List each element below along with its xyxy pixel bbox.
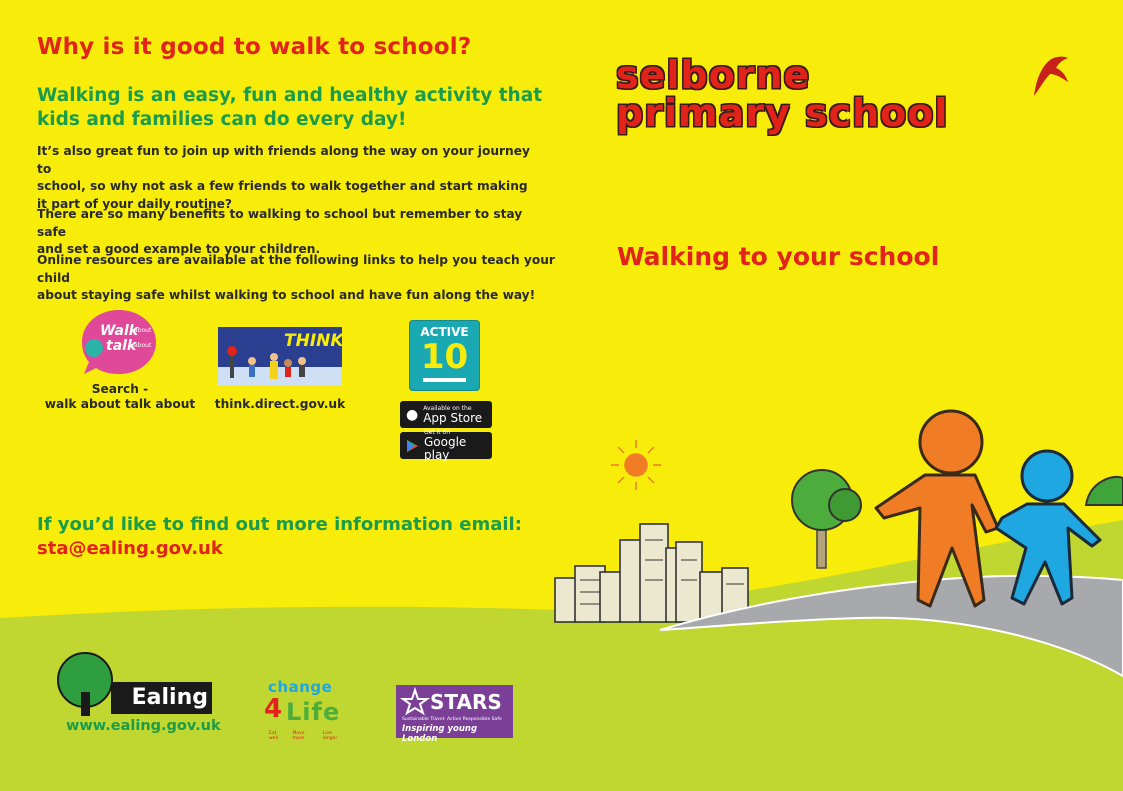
walk-about-caption	[40, 382, 200, 412]
paragraph-line: and set a good example to your children.	[37, 242, 321, 256]
change4life-tag: Live longer	[322, 731, 338, 741]
paragraph-resources	[37, 252, 557, 305]
paragraph-line: It’s also great fun to join up with friends along the way on your journey to	[37, 144, 530, 176]
paragraph-benefits	[37, 206, 537, 259]
app-store-small: Available on the	[423, 404, 472, 412]
think-logo-text: THINK!	[284, 331, 352, 351]
paragraph-line: school, so why not ask a few friends to walk together and start making	[37, 179, 528, 193]
contact-email-link[interactable]: sta@ealing.gov.uk	[37, 538, 223, 559]
google-play-badge[interactable]	[400, 429, 492, 462]
paragraph-line: There are so many benefits to walking to school but remember to stay safe	[37, 207, 523, 239]
star-icon	[402, 689, 428, 715]
school-name-line: primary school	[616, 91, 949, 135]
talk-logo-word: talk	[106, 338, 137, 354]
google-play-icon	[406, 439, 419, 453]
bush-icon	[1086, 477, 1123, 505]
active-logo-bar	[423, 378, 466, 382]
change4life-life: Life	[286, 698, 341, 726]
paragraph-line: Online resources are available at the following links to help you teach your child	[37, 253, 555, 285]
active-logo-number: 10	[420, 337, 469, 377]
contact-question: If you’d like to find out more information email:	[37, 514, 522, 535]
ealing-logo[interactable]	[55, 652, 221, 738]
think-logo[interactable]	[218, 327, 352, 385]
cover-subtitle: Walking to your school	[617, 242, 940, 271]
paragraph-friends	[37, 143, 537, 213]
walk-logo-word: Walk	[100, 323, 139, 339]
caption-line: walk about talk about	[44, 397, 196, 411]
active-10-logo[interactable]	[409, 320, 480, 391]
think-caption: think.direct.gov.uk	[214, 397, 346, 411]
school-name	[616, 53, 949, 135]
app-store-text	[423, 405, 482, 425]
app-store-big: App Store	[423, 410, 483, 425]
stars-subtitle: Sustainable Travel: Active Responsible Safe	[402, 717, 502, 722]
talk-logo-small: about	[134, 342, 152, 349]
change4life-logo[interactable]	[262, 678, 346, 740]
google-play-text	[424, 429, 486, 462]
change4life-tag: Move more	[292, 731, 305, 741]
change4life-four: 4	[264, 694, 283, 724]
active-logo-top: ACTIVE	[420, 325, 469, 339]
change4life-tags	[269, 731, 346, 741]
stars-tagline: Inspiring young London	[402, 724, 478, 744]
sun-icon	[611, 440, 661, 490]
tree-icon	[792, 470, 861, 568]
ealing-tree-icon	[55, 652, 119, 718]
apple-icon: ●	[406, 406, 419, 423]
city-skyline-icon	[555, 524, 748, 622]
app-store-badge[interactable]	[400, 401, 492, 428]
google-play-big: Google play	[424, 435, 467, 462]
walk-about-talk-about-logo[interactable]	[80, 308, 158, 378]
paragraph-line: about staying safe whilst walking to school and have fun along the way!	[37, 288, 536, 302]
swallow-bird-icon	[1032, 54, 1070, 96]
paragraph-line: it part of your daily routine?	[37, 196, 233, 211]
lead-text: Walking is an easy, fun and healthy activity that kids and families can do every day!	[37, 85, 543, 130]
stars-name: STARS	[430, 690, 502, 714]
change4life-top: change	[268, 678, 333, 696]
google-play-small: Get it on	[424, 429, 451, 436]
walk-logo-small: about	[134, 327, 152, 334]
stars-logo[interactable]	[396, 685, 513, 744]
school-name-line: selborne	[616, 53, 811, 97]
page-heading: Why is it good to walk to school?	[37, 34, 472, 60]
change4life-tag: Eat well	[269, 731, 278, 741]
ealing-url: www.ealing.gov.uk	[66, 718, 221, 734]
caption-line: Search -	[91, 382, 149, 396]
ealing-name: Ealing	[111, 682, 212, 714]
